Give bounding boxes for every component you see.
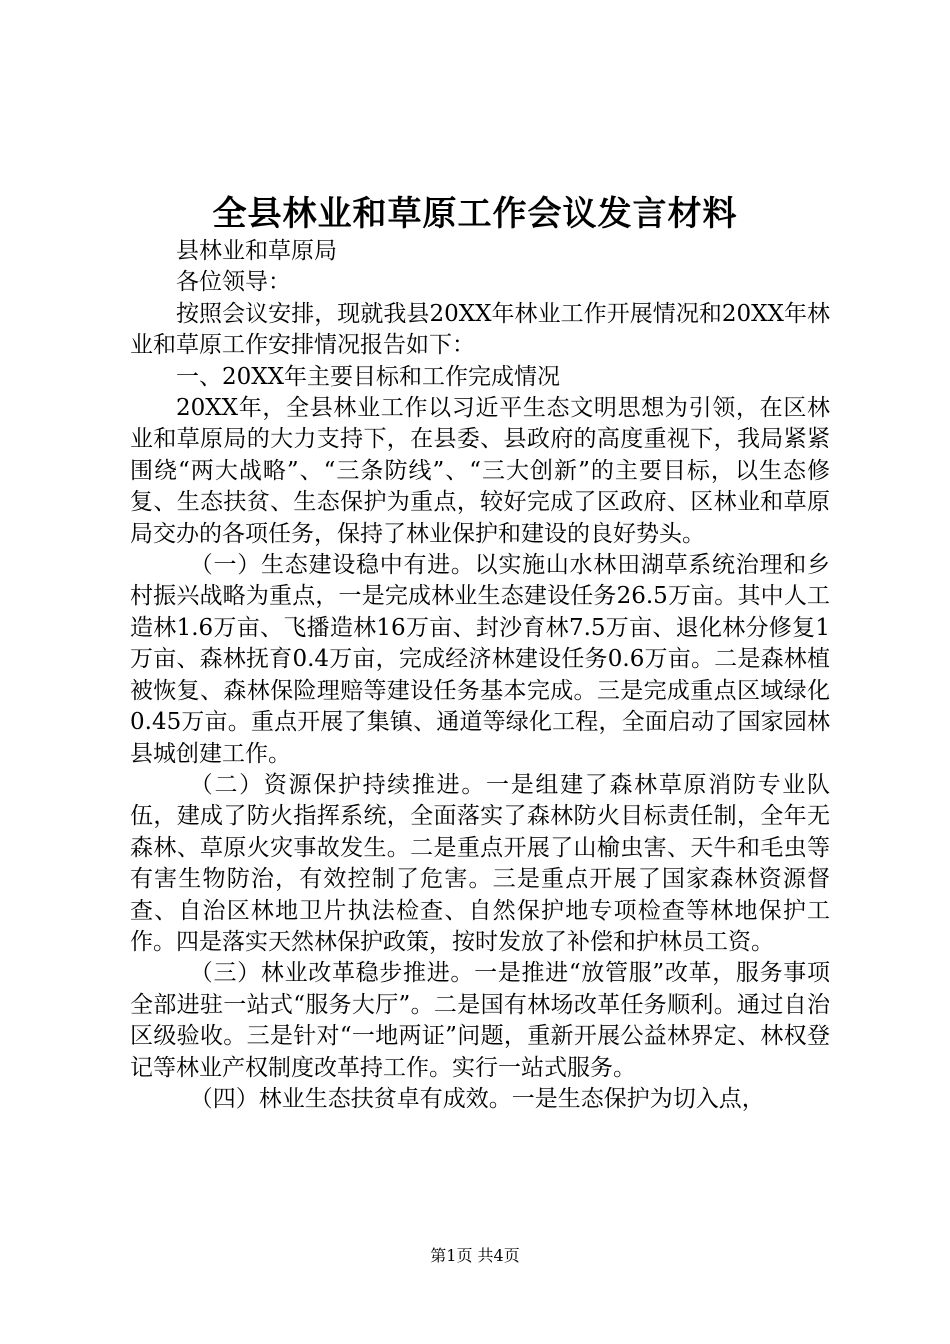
section-heading: 一、20XX年主要目标和工作完成情况: [176, 363, 561, 390]
paragraph-overview: 20XX年，全县林业工作以习近平生态文明思想为引领，在区林业和草原局的大力支持下，在县委、县政府的高度重视下，我局紧紧围绕“两大战略”、“三条防线”、“三大创新”的主要目标，以生态修复、生态扶贫、生态保护为重点，较好完成了区政府、区林业和草原局交办的各项任务，保持了林业保护和建设的良好势头。: [130, 395, 830, 547]
paragraph-ecology: （一）生态建设稳中有进。以实施山水林田湖草系统治理和乡村振兴战略为重点，一是完成林业生态建设任务26.5万亩。其中人工造林1.6万亩、飞播造林16万亩、封沙育林7.5万亩、退化林分修复1万亩、森林抚育0.4万亩，完成经济林建设任务0.6万亩。二是森林植被恢复、森林保险理赔等建设任务基本完成。三是完成重点区域绿化0.45万亩。重点开展了集镇、通道等绿化工程，全面启动了国家园林县城创建工作。: [130, 552, 830, 767]
salutation: 各位领导：: [176, 269, 291, 296]
page-number: 第1页 共4页: [430, 1246, 520, 1265]
document-title: 全县林业和草原工作会议发言材料: [212, 194, 738, 234]
document-body: [130, 236, 830, 1115]
paragraph-intro: 按照会议安排，现就我县20XX年林业工作开展情况和20XX年林业和草原工作安排情况报告如下：: [130, 300, 830, 359]
author-line: 县林业和草原局: [176, 238, 337, 264]
paragraph-resource-protection: （二）资源保护持续推进。一是组建了森林草原消防专业队伍，建成了防火指挥系统，全面落实了森林防火目标责任制，全年无森林、草原火灾事故发生。二是重点开展了山榆虫害、天牛和毛虫等有害生物防治，有效控制了危害。三是重点开展了国家森林资源督查、自治区林地卫片执法检查、自然保护地专项检查等林地保护工作。四是落实天然林保护政策，按时发放了补偿和护林员工资。: [130, 771, 830, 955]
paragraph-poverty-alleviation: （四）林业生态扶贫卓有成效。一是生态保护为切入点，: [189, 1085, 765, 1112]
paragraph-reform: （三）林业改革稳步推进。一是推进“放管服”改革，服务事项全部进驻一站式“服务大厅”。二是国有林场改革任务顺利。通过自治区级验收。三是针对“一地两证”问题，重新开展公益林界定、林权登记等林业产权制度改革持工作。实行一站式服务。: [130, 960, 830, 1081]
